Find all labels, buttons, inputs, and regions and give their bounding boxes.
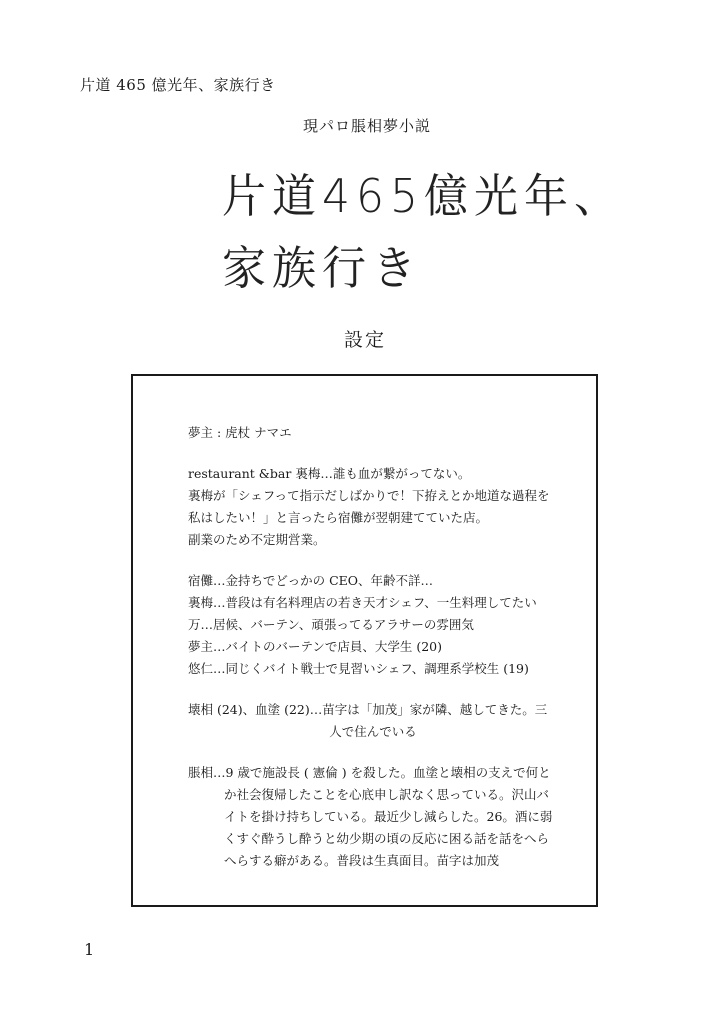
- text-line: イトを掛け持ちしている。最近少し減らした。26。酒に弱: [224, 809, 553, 824]
- text-line: 副業のため不定期営業。: [188, 532, 326, 547]
- character-list: [188, 570, 558, 680]
- character-line: 万…居候、バーテン、頑張ってるアラサーの雰囲気: [188, 617, 474, 632]
- character-line: 宿儺…金持ちでどっかの CEO、年齢不詳…: [188, 573, 434, 588]
- spacer: [188, 743, 558, 762]
- character-line: 悠仁…同じくバイト戦士で見習いシェフ、調理系学校生 (19): [188, 661, 529, 676]
- text-line: restaurant &bar 裏梅…誰も血が繋がってない。: [188, 466, 471, 481]
- text-line: へらする癖がある。普段は生真面目。苗字は加茂: [224, 853, 500, 868]
- running-title: 片道 465 億光年、家族行き: [80, 76, 276, 94]
- spacer: [188, 444, 558, 463]
- spacer: [188, 680, 558, 699]
- brothers-paragraph: [188, 699, 558, 743]
- text-line: 脹相…9 歳で施設長 ( 憲倫 ) を殺した。血塗と壊相の支えで何と: [188, 765, 551, 780]
- choso-paragraph: [188, 762, 558, 872]
- text-line: 人で住んでいる: [329, 724, 417, 739]
- settings-content: [188, 422, 558, 872]
- subtitle: 現パロ脹相夢小説: [303, 117, 432, 135]
- section-heading: 設定: [344, 329, 387, 351]
- text-line: か社会復帰したことを心底申し訳なく思っている。沢山バ: [224, 787, 550, 802]
- spacer: [188, 551, 558, 570]
- text-line: 裏梅が「シェフって指示だしばかりで！下拵えとか地道な過程を: [188, 488, 550, 503]
- text-line: くすぐ酔うし酔うと幼少期の頃の反応に困る話を話をへら: [224, 831, 550, 846]
- text-line: 私はしたい！」と言ったら宿儺が翌朝建てていた店。: [188, 510, 489, 525]
- page-number: 1: [84, 940, 95, 959]
- settings-box: [131, 374, 598, 907]
- character-line: 夢主…バイトのバーテンで店員、大学生 (20): [188, 639, 443, 654]
- character-line: 裏梅…普段は有名料理店の若き天才シェフ、一生料理してたい: [188, 595, 537, 610]
- protagonist-line: 夢主 : 虎杖 ナマエ: [188, 425, 292, 440]
- title-line-2: 家族行き: [222, 241, 422, 296]
- title-line-1: 片道465億光年、: [222, 169, 624, 224]
- text-line: 壊相 (24)、血塗 (22)…苗字は「加茂」家が隣、越してきた。三: [188, 702, 548, 717]
- restaurant-paragraph: [188, 463, 558, 551]
